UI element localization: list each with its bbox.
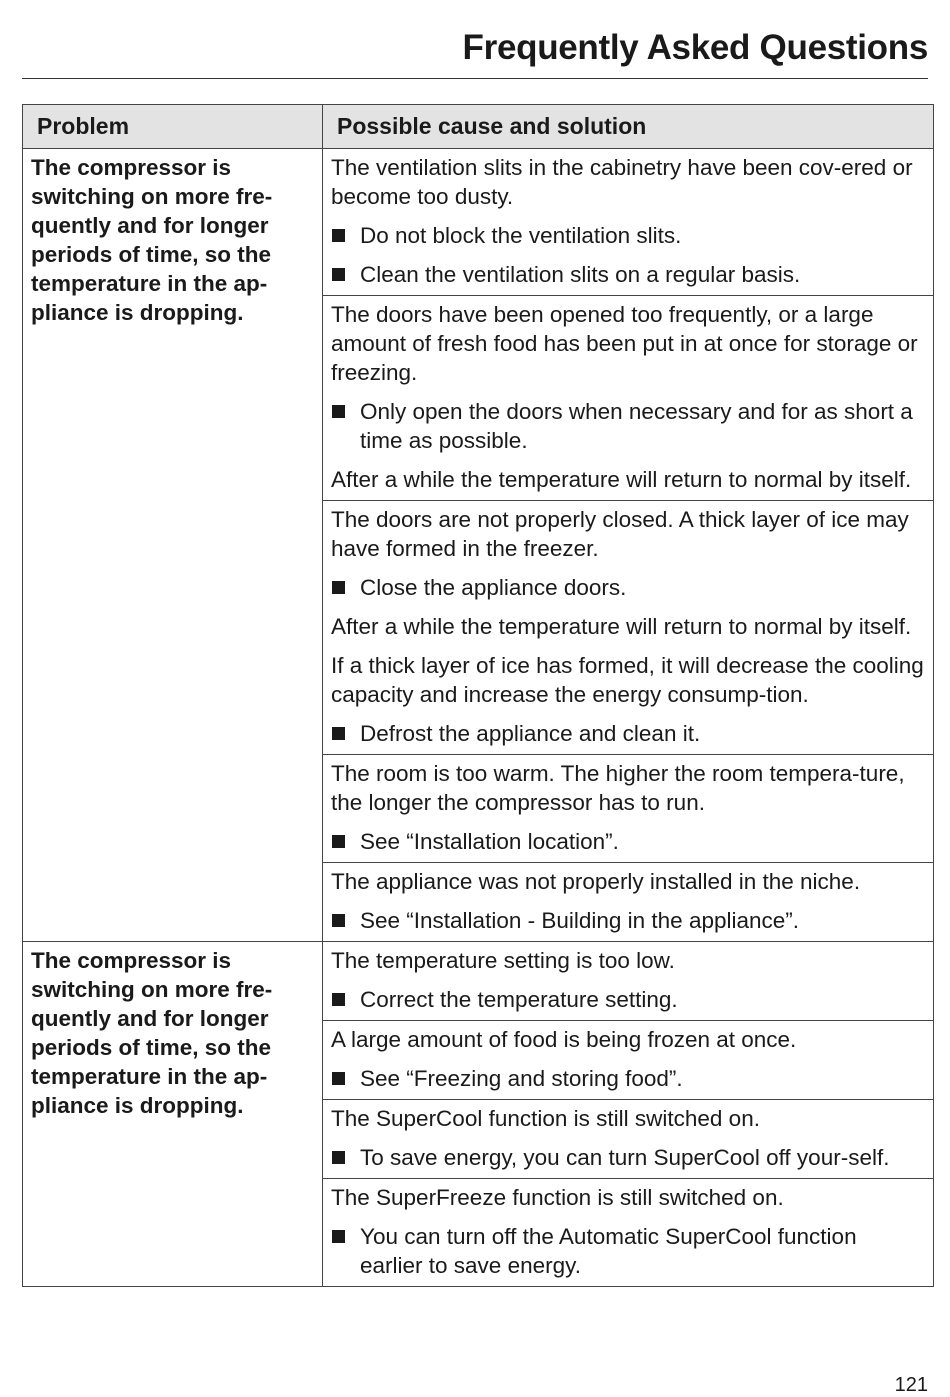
- solution-bullet: [331, 260, 925, 289]
- square-bullet-icon: [332, 914, 345, 927]
- solution-bullet: [331, 906, 925, 935]
- solution-bullet: [331, 827, 925, 856]
- cause-text: The temperature setting is too low.: [331, 948, 675, 973]
- page-number: 121: [894, 1374, 928, 1396]
- solution-bullet: [331, 985, 925, 1014]
- solution-bullet: [331, 719, 925, 748]
- bullet-text: See “Installation location”.: [360, 829, 619, 854]
- bullet-text: Do not block the ventilation slits.: [360, 223, 682, 248]
- square-bullet-icon: [332, 1072, 345, 1085]
- cause-text: The appliance was not properly installed in the niche.: [331, 869, 861, 894]
- bullet-text: Defrost the appliance and clean it.: [360, 721, 701, 746]
- bullet-text: Only open the doors when necessary and for as short a time as possible.: [360, 399, 913, 453]
- square-bullet-icon: [332, 581, 345, 594]
- faq-table: [22, 104, 934, 1287]
- faq-table-body: [23, 149, 934, 1287]
- square-bullet-icon: [332, 268, 345, 281]
- solution-bullet: [331, 1222, 925, 1280]
- table-row: [23, 942, 934, 1021]
- title-divider: [22, 78, 928, 79]
- square-bullet-icon: [332, 727, 345, 740]
- solution-cell: [323, 501, 934, 755]
- bullet-text: Correct the temperature setting.: [360, 987, 678, 1012]
- solution-bullet: [331, 1064, 925, 1093]
- bullet-text: See “Installation - Building in the appliance”.: [360, 908, 800, 933]
- cause-text: The doors are not properly closed. A thick layer of ice may have formed in the freezer.: [331, 507, 909, 561]
- square-bullet-icon: [332, 229, 345, 242]
- solution-cell: [323, 149, 934, 296]
- square-bullet-icon: [332, 1230, 345, 1243]
- solution-bullet: [331, 397, 925, 455]
- cause-text: The ventilation slits in the cabinetry have been cov-ered or become too dusty.: [331, 155, 913, 209]
- problem-cell: The compressor is switching on more fre-quently and for longer periods of time, so the temperature in the ap-pliance is dropping.: [23, 149, 323, 942]
- solution-bullet: [331, 1143, 925, 1172]
- cause-text: After a while the temperature will return to normal by itself.: [331, 614, 912, 639]
- bullet-text: You can turn off the Automatic SuperCool function earlier to save energy.: [360, 1224, 857, 1278]
- column-header-problem: Problem: [23, 105, 323, 149]
- solution-cell: [323, 296, 934, 501]
- cause-text: The SuperCool function is still switched on.: [331, 1106, 760, 1131]
- solution-cell: [323, 1021, 934, 1100]
- solution-cell: [323, 755, 934, 863]
- table-row: [23, 149, 934, 296]
- solution-bullet: [331, 573, 925, 602]
- problem-cell: The compressor is switching on more fre-quently and for longer periods of time, so the temperature in the ap-pliance is dropping.: [23, 942, 323, 1287]
- column-header-solution: Possible cause and solution: [323, 105, 934, 149]
- cause-text: The SuperFreeze function is still switched on.: [331, 1185, 784, 1210]
- bullet-text: To save energy, you can turn SuperCool off your-self.: [360, 1145, 890, 1170]
- square-bullet-icon: [332, 405, 345, 418]
- page-title: Frequently Asked Questions: [462, 28, 928, 67]
- solution-bullet: [331, 221, 925, 250]
- solution-cell: [323, 1179, 934, 1287]
- cause-text: After a while the temperature will return to normal by itself.: [331, 467, 912, 492]
- square-bullet-icon: [332, 1151, 345, 1164]
- solution-cell: [323, 863, 934, 942]
- cause-text: The room is too warm. The higher the room tempera-ture, the longer the compressor has to run.: [331, 761, 905, 815]
- solution-cell: [323, 1100, 934, 1179]
- square-bullet-icon: [332, 835, 345, 848]
- cause-text: If a thick layer of ice has formed, it will decrease the cooling capacity and increase the energy consump-tion.: [331, 653, 924, 707]
- bullet-text: Clean the ventilation slits on a regular basis.: [360, 262, 801, 287]
- square-bullet-icon: [332, 993, 345, 1006]
- bullet-text: See “Freezing and storing food”.: [360, 1066, 683, 1091]
- cause-text: A large amount of food is being frozen at once.: [331, 1027, 797, 1052]
- solution-cell: [323, 942, 934, 1021]
- cause-text: The doors have been opened too frequently, or a large amount of fresh food has been put in at once for storage or freezing.: [331, 302, 918, 385]
- table-header-row: [23, 105, 934, 149]
- bullet-text: Close the appliance doors.: [360, 575, 627, 600]
